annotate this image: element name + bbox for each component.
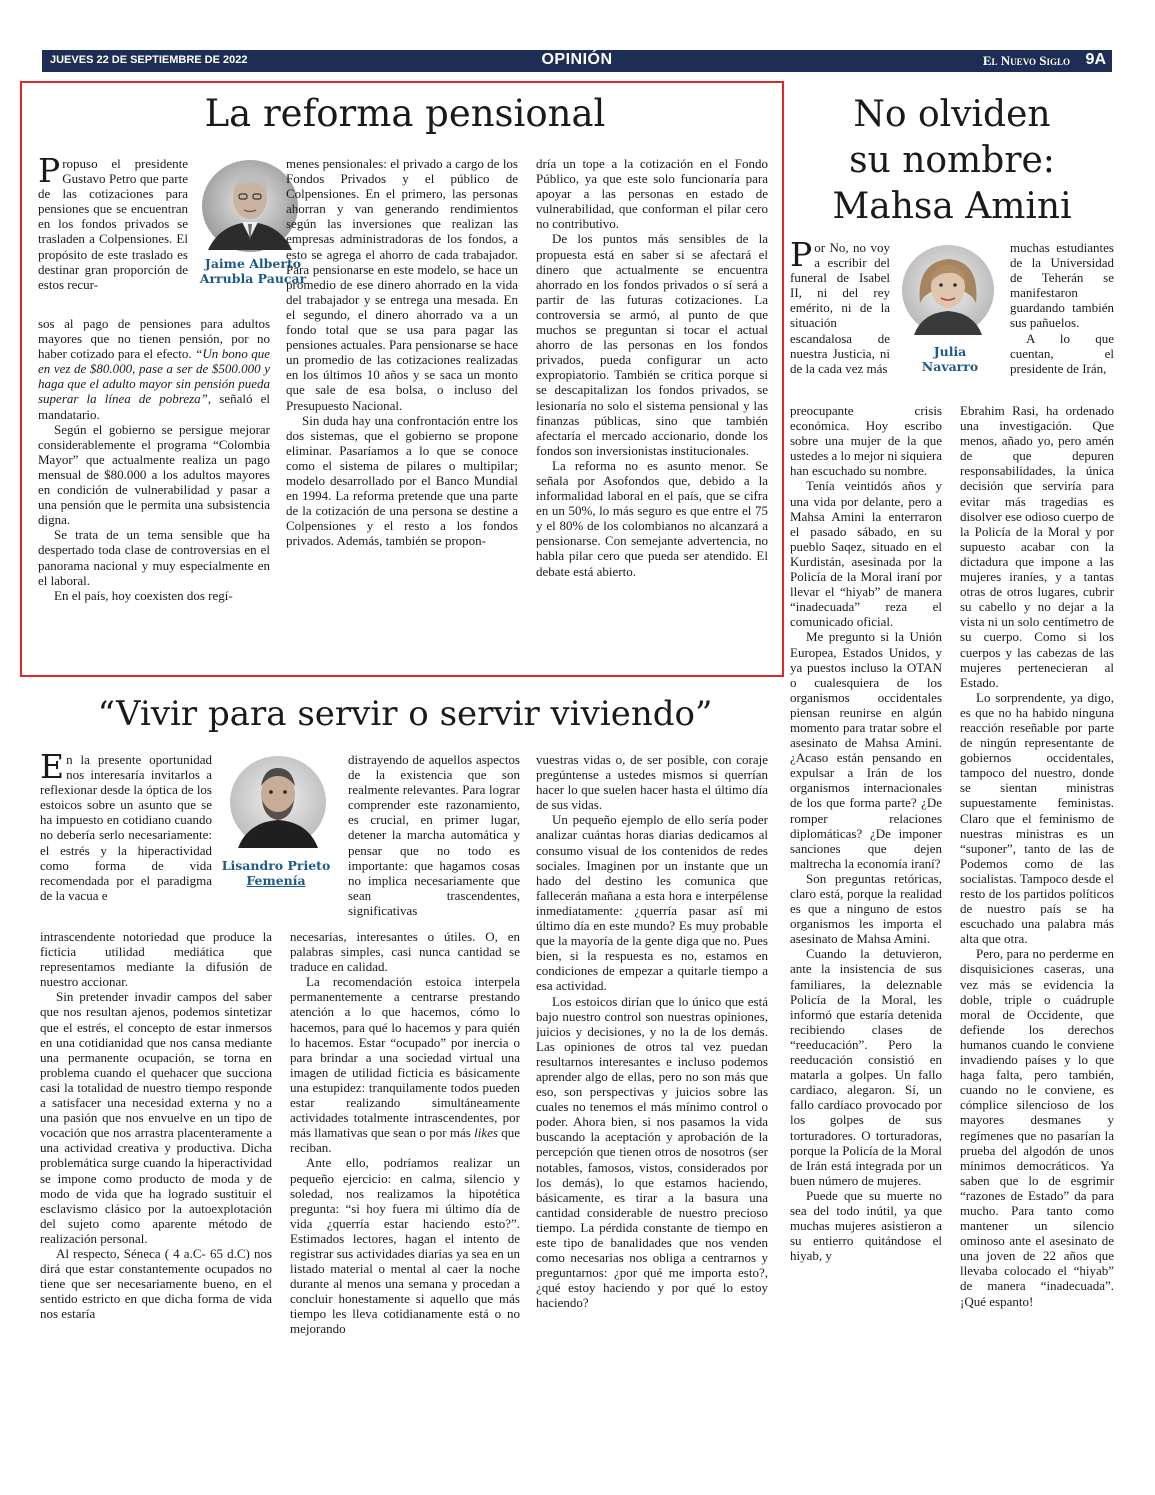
author-photo-navarro bbox=[900, 243, 996, 341]
article2-col1-para2: Tenía veintidós años y una vida por delante, pero a Mahsa Amini la enterraron el pasado sábado, en su pueblo Saqez, situado en el Kurdistán, asesinada por la Policía de la Moral iraní por llevar el “hiyab” de manera “inadecuada” reza el comunicado oficial. bbox=[790, 478, 942, 630]
article3-col3-para3: Los estoicos dirían que lo único que está bajo nuestro control son nuestras opiniones, juicios y decisiones, y no la de los demás. Las opiniones de otros tal vez puedan resultarnos interesantes e incluso podemos aprender algo de ellas, pero no son más que eso, son perspectivas y juicios sobre las cuales no tenemos el más mínimo control o poder. Ahora bien, si nos pasamos la vida buscando la aceptación y aprobación de la percepción que tienen otros de nosotros (ser notables, famosos, vistos, considerados por los demás), lo que estamos haciendo, básicamente, es tirar a la basura una cantidad considerable de nuestro precioso tiempo. La pérdida constante de tiempo en este tipo de banalidades que nos venden como necesarias nos obliga a centrarnos y preguntarnos: ¿por qué me importa esto?, ¿qué estoy haciendo y por qué lo estoy haciendo? bbox=[536, 993, 768, 1311]
article2-col2-text-a: muchas estudiantes de la Universidad de Teherán se manifestaron guardando también sus pañuelos. bbox=[1010, 240, 1114, 331]
article1-col2 bbox=[286, 156, 518, 642]
article2-col2-top bbox=[1010, 240, 1114, 408]
article3-col2-para2: La recomendación estoica interpela permanentemente a centrarse prestando atención a lo que hacemos, cómo lo hacemos, para qué lo hacemos y para quién lo hacemos. Estar “ocupado” por inercia o para brindar a una sociedad virtual una imagen de utilidad ficticia es básicamente una estupidez: tranquilamente todos pueden estar realizando simultáneamente actividades totalmente intrascendentes, por más llamativas que sean o por más bbox=[290, 974, 520, 1141]
article2-title bbox=[796, 92, 1108, 230]
article3-col2-para2-end: que reciban. bbox=[290, 1125, 520, 1156]
article3-col2-text-a: distrayendo de aquellos aspectos de la existencia que son realmente relevantes. Para lograr comprender este razonamiento, es crucial, en primer lugar, detener la marcha automática y pensar que no todo es importante: que hagamos cosas no implica necesariamente que sean trascendentes, significativas bbox=[348, 752, 520, 918]
article1-col1-bottom bbox=[38, 316, 270, 646]
header-page-number: 9A bbox=[1085, 51, 1106, 68]
article3-author bbox=[214, 858, 338, 888]
article3-likes-word: likes bbox=[474, 1125, 498, 1141]
article2-col1-text-a: or No, no voy a escribir del funeral de Isabel II, ni del rey emérito, ni de la situación escandalosa de nuestra Justicia, ni de la cada vez más bbox=[790, 240, 890, 376]
article2-col2-text-b: Ebrahim Rasi, ha ordenado una investigación. Que menos, añado yo, pero amén de que depuren responsabilidades, la única decisión que serviría para evitar más tragedias es disolver ese odioso cuerpo de la Policía de la Moral y por supuesto acabar con la dictadura que impone a las mujeres iraníes, y a tantas otras de otros lugares, cubrir su cabello y no dejar a la vista ni un solo centímetro de su cuerpo. Como si los cuerpos y las cabezas de las mujeres pertenecieran al Estado. bbox=[960, 403, 1114, 690]
article2-author bbox=[900, 344, 1000, 374]
article2-author-first: Julia bbox=[933, 344, 967, 359]
article3-col3-para2: Un pequeño ejemplo de ello sería poder analizar cuántas horas diarias dedicamos al consumo visual de los contenidos de redes sociales. Imaginen por un instante que un hado del destino les comunica que fallecerán mañana a esta hora e interpélense inmediatamente: ¿querría pasar así mi último día en este mundo? Es muy probable que la mayoría de la gente diga que no. Pues bien, si la respuesta es no, estamos en condiciones de empezar a quitarle tiempo a esa actividad. bbox=[536, 812, 768, 994]
article1-dropcap: P bbox=[38, 156, 61, 190]
article3-col3-para1: vuestras vidas o, de ser posible, con coraje pregúntense a ustedes mismos si querrían hacer lo que suelen hacer hasta el último día de sus vidas. bbox=[536, 752, 768, 813]
article2-col2-text-a2: A lo que cuentan, el presidente de Irán, bbox=[1010, 330, 1114, 376]
article2-col2-para3: Pero, para no perderme en disquisiciones caseras, una vez más se evidencia la doble, triple o cuádruple moral de Occidente, que defiende los derechos humanos cuando le conviene invadiendo países y lo que haga falta, pero también, cuando no le conviene, es cómplice silencioso de los mayores desmanes y regímenes que no pasarían la prueba del algodón de unos mínimos democráticos. Ya saben que lo de esgrimir “razones de Estado” da para mucho. Para tanto como mantener un silencio ominoso ante el asesinato de una joven de 22 años que llevaba colocado el “hiyab” de manera “inadecuada”. ¡Qué espanto! bbox=[960, 946, 1114, 1309]
article1-col1-text-a: ropuso el presidente Gustavo Petro que parte de las cotizaciones para pensiones que se encuentran en los fondos privados se trasladen a Colpensiones. El propósito de este traslado es destinar gran proporción de estos recur- bbox=[38, 156, 188, 292]
article2-author-last: Navarro bbox=[921, 359, 979, 374]
article1-col1-para4: En el país, hoy coexisten dos regí- bbox=[54, 587, 233, 603]
article3-dropcap: E bbox=[40, 752, 65, 786]
article2-col1-para3: Me pregunto si la Unión Europea, Estados Unidos, y ya puestos incluso la OTAN o cualesquiera de los organismos occidentales piensan reunirse en algún momento para tratar sobre el asesinato de Mahsa Amini. ¿Acaso están pensando en expulsar a Irán de los organismos internacionales de los que forma parte? ¿De romper relaciones diplomáticas? ¿De imponer sanciones que dejen maltrecha la economía iraní? bbox=[790, 629, 942, 871]
article2-col1-text-b: preocupante crisis económica. Hoy escribo sobre una mujer de la que ustedes a lo mejor ni siquiera han escuchado su nombre. bbox=[790, 403, 942, 479]
article1-col3-para2: De los puntos más sensibles de la propuesta está en saber si se afectará el dinero que actualmente se encuentra ahorrado en los fondos privados o sí será a partir de las futuras cotizaciones. La controversia se armó, al punto de que muchos se preguntan si tocar el actual ahorro de las personas en los fondos privados, pueda configurar un acto expropiatorio. También se critica porque si se descapitalizan los fondos privados, se lesionaría no solo el sistema pensional y las finanzas públicas, sino que también afectaría el mercado accionario, donde los fondos son inversionistas institucionales. bbox=[536, 231, 768, 458]
article2-col1-para6: Puede que su muerte no sea del todo inútil, ya que muchas mujeres asistieron a su entierro quitándose el hiyab, y bbox=[790, 1187, 942, 1264]
article3-col2-top bbox=[348, 752, 520, 932]
article1-col1-text-b-end: , señaló el mandatario. bbox=[38, 391, 270, 422]
header-date: JUEVES 22 DE SEPTIEMBRE DE 2022 bbox=[50, 54, 248, 66]
article1-col2-para2: Sin duda hay una confrontación entre los dos sistemas, que el gobierno se propone eliminar. Pasaríamos a lo que se conoce como el sistema de pilares o multipilar; modelo desarrollado por el Banco Mundial en 1994. La reforma pretende que una parte de la cotización de una persona se destine a Colpensiones y el resto a los fondos privados. Además, también se propon- bbox=[286, 412, 518, 549]
article1-quote: “Un bono que en vez de $80.000, pase a ser de $500.000 y haga que el adulto mayor sin pensión pueda superar la línea de pobreza” bbox=[38, 346, 270, 407]
article1-col1-text-b: sos al pago de pensiones para adultos mayores que no tienen pensión, por no haber cotizado para el efecto. bbox=[38, 316, 270, 362]
article3-col1-top bbox=[40, 752, 212, 932]
article2-col1-para4: Son preguntas retóricas, claro está, porque la realidad es que a ninguno de estos organismos les importa el asesinato de Mahsa Amini. bbox=[790, 870, 942, 947]
article3-col1 bbox=[40, 929, 272, 1383]
article3-col1-para3: Al respecto, Séneca ( 4 a.C- 65 d.C) nos dirá que estar constantemente ocupados no tiene que ser necesariamente bueno, en el sentido estricto en que dicha forma de vida nos estaría bbox=[40, 1245, 272, 1322]
article1-col3-para1: dría un tope a la cotización en el Fondo Público, ya que este solo funcionaría para apoyar a las personas en estado de vulnerabilidad, que conforman el pilar cero no contributivo. bbox=[536, 156, 768, 232]
article3-col2-para3: Ante ello, podríamos realizar un pequeño ejercicio: en calma, silencio y soledad, nos realizamos la hipotética pregunta: “si hoy fuera mi último día de vida ¿querría estar haciendo esto?”. Estimados lectores, hagan el intento de registrar sus actividades diarias ya sea en un listado material o mental al caer la noche durante al menos una semana y procedan a concluir honestamente si aquello que más tiempo les lleva cotidianamente está o no mejorando bbox=[290, 1155, 520, 1337]
author-photo-prieto bbox=[228, 754, 328, 854]
article3-col1-text-a: n la presente oportunidad nos interesaría invitarlos a reflexionar desde la óptica de los estoicos sobre un asunto que se ha impuesto en cotidiano cuando no debería serlo necesariamente: el estrés y la hiperactividad como forma de vida recomendada por el paradigma de la vacua e bbox=[40, 752, 212, 903]
article3-col2-text-b: necesarias, interesantes o útiles. O, en palabras simples, casi nunca cantidad se traduce en calidad. bbox=[290, 929, 520, 975]
article3-col2 bbox=[290, 929, 520, 1383]
article2-title-line2: su nombre: bbox=[849, 140, 1055, 181]
article1-col2-para1: menes pensionales: el privado a cargo de los Fondos Privados y el público de Colpensiones. En el primero, las personas ahorran y van generando rendimientos según las inversiones que realizan las empresas administradoras de los fondos, a esto se agrega el ahorro de cada trabajador. Para pensionarse en este modelo, se hace un promedio de ese dinero ahorrado en la vida del trabajador y se entrega una mesada. En el segundo, el dinero ahorrado va a un fondo total que se usa para pagar las pensiones actuales. Para pensionarse se hace un promedio de las cotizaciones realizadas en los últimos 10 años y se saca un monto que sale de esa bolsa, o incluso del Presupuesto Nacional. bbox=[286, 156, 518, 413]
article1-col1-top bbox=[38, 156, 188, 308]
article3-col1-text-b: intrascendente notoriedad que produce la ficticia utilidad mediática que representamos mediante la difusión de nuestro accionar. bbox=[40, 929, 272, 990]
article2-col1 bbox=[790, 403, 942, 1383]
article2-col1-para5: Cuando la detuvieron, ante la insistencia de sus familiares, la deleznable Policía de la Moral, les informó que estaría detenida recibiendo clases de “reeducación”. Pero la reeducación consistió en matarla a golpes. Un fallo cardiaco, alegaron. Sí, un fallo cardíaco provocado por los golpes de sus torturadores. O torturadoras, porque la Policía de la Moral de Irán está integrada por un buen número de mujeres. bbox=[790, 946, 942, 1188]
article3-title: “Vivir para servir o servir viviendo” bbox=[97, 694, 713, 734]
article1-col1-para2: Según el gobierno se persigue mejorar considerablemente el programa “Colombia Mayor” que actualmente realiza un pago mensual de $80.000 a los adultos mayores en condición de vulnerabilidad y pasar a una pensión que le permita una subsistencia digna. bbox=[38, 421, 270, 528]
article2-col2 bbox=[960, 403, 1114, 1383]
article1-title: La reforma pensional bbox=[204, 92, 606, 135]
article2-col1-top bbox=[790, 240, 890, 408]
article1-author-last: Arrubla Paucar bbox=[199, 271, 307, 286]
article3-author-first: Lisandro Prieto bbox=[221, 858, 331, 873]
article1-col3-para3: La reforma no es asunto menor. Se señala por Asofondos que, debido a la informalidad laboral en el país, que se cifra en un 50%, lo más seguro es que entre el 75 y el 80% de los colombianos no alcanzará a pensionarse. Con semejante advertencia, no habla pilar cero que pueda ser atendido. El debate está abierto. bbox=[536, 457, 768, 579]
author-photo-arrubla bbox=[200, 158, 300, 258]
article2-title-line1: No olviden bbox=[853, 94, 1051, 135]
article1-author-first: Jaime Alberto bbox=[204, 256, 302, 271]
article2-dropcap: P bbox=[790, 240, 813, 274]
article3-col3 bbox=[536, 752, 768, 1384]
article3-col1-para2: Sin pretender invadir campos del saber que nos resultan ajenos, podemos sintetizar que el estrés, el concepto de estar inmersos en una cotidianidad que nos cansa mediante una permanente ocupación, se torna en problema cuando el quehacer que succiona casi la totalidad de nuestro tiempo responde a satisfacer una necesidad externa y no a una pasión que nos envuelve en un tipo de vocación que nos arrastra placenteramente a una actividad creativa y productiva. Dicha problemática surge cuando la hiperactividad se impone como producto de moda y de modo de vida que ha logrado sustituir el esclavismo clásico por la autoexplotación del sujeto como aparente método de realización personal. bbox=[40, 989, 272, 1246]
article1-col3 bbox=[536, 156, 768, 642]
article2-title-line3: Mahsa Amini bbox=[832, 186, 1072, 227]
article3-author-last: Femenía bbox=[246, 873, 306, 888]
header-section: OPINIÓN bbox=[541, 51, 613, 68]
header-newspaper-name: El Nuevo Siglo bbox=[982, 53, 1070, 68]
article1-col1-para3: Se trata de un tema sensible que ha despertado toda clase de controversias en el panorama nacional y muy especialmente en el laboral. bbox=[38, 527, 270, 588]
page-header-bar bbox=[42, 50, 1112, 72]
article2-col2-para2: Lo sorprendente, ya digo, es que no ha habido ninguna reacción reseñable por parte de ningún representante de gobiernos occidentales, tampoco del nuestro, donde se sientan ministras supuestamente feministas. Claro que el feminismo de nuestras ministras es un “suponer”, tanto de las de Podemos como de las socialistas. Tampoco desde el resto de los partidos políticos de nuestro país se ha escuchado una palabra más alta que otra. bbox=[960, 689, 1114, 947]
